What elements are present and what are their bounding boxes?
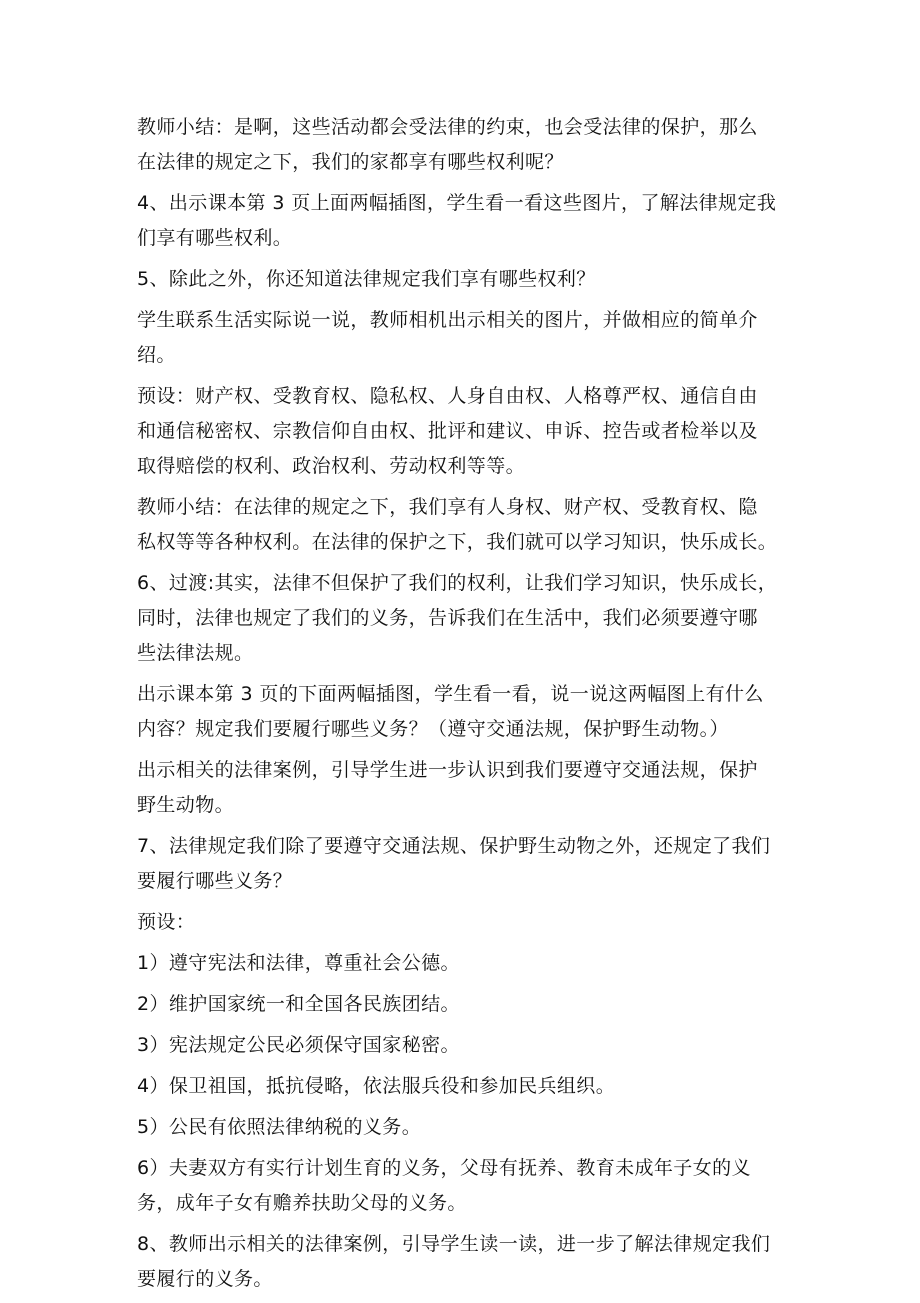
paragraph <box>137 262 797 297</box>
text-line: 同时，法律也规定了我们的义务，告诉我们在生活中，我们必须要遵守哪 <box>137 607 758 629</box>
text-line: 和通信秘密权、宗教信仰自由权、批评和建议、申诉、控告或者检举以及 <box>137 420 758 442</box>
text-line: 教师小结：是啊，这些活动都会受法律的约束，也会受法律的保护，那么 <box>137 116 758 138</box>
paragraph <box>137 1151 797 1221</box>
text-line: 6）夫妻双方有实行计划生育的义务，父母有抚养、教育未成年子女的义 <box>137 1157 751 1179</box>
text-line: 绍。 <box>137 344 176 366</box>
paragraph <box>137 566 797 671</box>
text-line: 3）宪法规定公民必须保守国家秘密。 <box>137 1034 460 1056</box>
text-line: 预设： <box>137 911 196 933</box>
text-line: 们享有哪些权利。 <box>137 227 293 249</box>
paragraph <box>137 1069 797 1104</box>
text-line: 1）遵守宪法和法律，尊重社会公德。 <box>137 952 460 974</box>
text-line: 私权等等各种权利。在法律的保护之下，我们就可以学习知识，快乐成长。 <box>137 531 778 553</box>
paragraph <box>137 1028 797 1063</box>
paragraph <box>137 905 797 940</box>
paragraph <box>137 829 797 899</box>
text-line: 内容？规定我们要履行哪些义务？（遵守交通法规，保护野生动物。） <box>137 718 729 740</box>
text-line: 野生动物。 <box>137 794 235 816</box>
text-line: 6、过渡:其实，法律不但保护了我们的权利，让我们学习知识，快乐成长， <box>137 572 778 594</box>
text-line: 4）保卫祖国，抵抗侵略，依法服兵役和参加民兵组织。 <box>137 1075 616 1097</box>
paragraph <box>137 303 797 373</box>
text-line: 出示课本第 3 页的下面两幅插图，学生看一看，说一说这两幅图上有什么 <box>137 683 764 705</box>
text-line: 2）维护国家统一和全国各民族团结。 <box>137 993 460 1015</box>
text-line: 5）公民有依照法律纳税的义务。 <box>137 1116 422 1138</box>
paragraph <box>137 946 797 981</box>
text-line: 些法律法规。 <box>137 642 254 664</box>
paragraph <box>137 987 797 1022</box>
text-line: 8、教师出示相关的法律案例，引导学生读一读，进一步了解法律规定我们 <box>137 1233 771 1255</box>
text-line: 5、除此之外，你还知道法律规定我们享有哪些权利？ <box>137 268 596 290</box>
paragraph <box>137 677 797 747</box>
text-line: 预设：财产权、受教育权、隐私权、人身自由权、人格尊严权、通信自由 <box>137 385 758 407</box>
paragraph <box>137 753 797 823</box>
text-line: 取得赔偿的权利、政治权利、劳动权利等等。 <box>137 455 526 477</box>
text-line: 务，成年子女有赡养扶助父母的义务。 <box>137 1192 467 1214</box>
paragraph <box>137 1227 797 1297</box>
text-line: 4、出示课本第 3 页上面两幅插图，学生看一看这些图片，了解法律规定我 <box>137 192 777 214</box>
document-body <box>137 110 797 1303</box>
paragraph <box>137 186 797 256</box>
paragraph <box>137 379 797 484</box>
paragraph <box>137 110 797 180</box>
text-line: 在法律的规定之下，我们的家都享有哪些权利呢？ <box>137 151 564 173</box>
text-line: 要履行的义务。 <box>137 1268 273 1290</box>
text-line: 要履行哪些义务？ <box>137 870 293 892</box>
paragraph <box>137 1110 797 1145</box>
text-line: 教师小结：在法律的规定之下，我们享有人身权、财产权、受教育权、隐 <box>137 496 758 518</box>
text-line: 学生联系生活实际说一说，教师相机出示相关的图片，并做相应的简单介 <box>137 309 758 331</box>
text-line: 7、法律规定我们除了要遵守交通法规、保护野生动物之外，还规定了我们 <box>137 835 771 857</box>
paragraph <box>137 490 797 560</box>
text-line: 出示相关的法律案例，引导学生进一步认识到我们要遵守交通法规，保护 <box>137 759 758 781</box>
